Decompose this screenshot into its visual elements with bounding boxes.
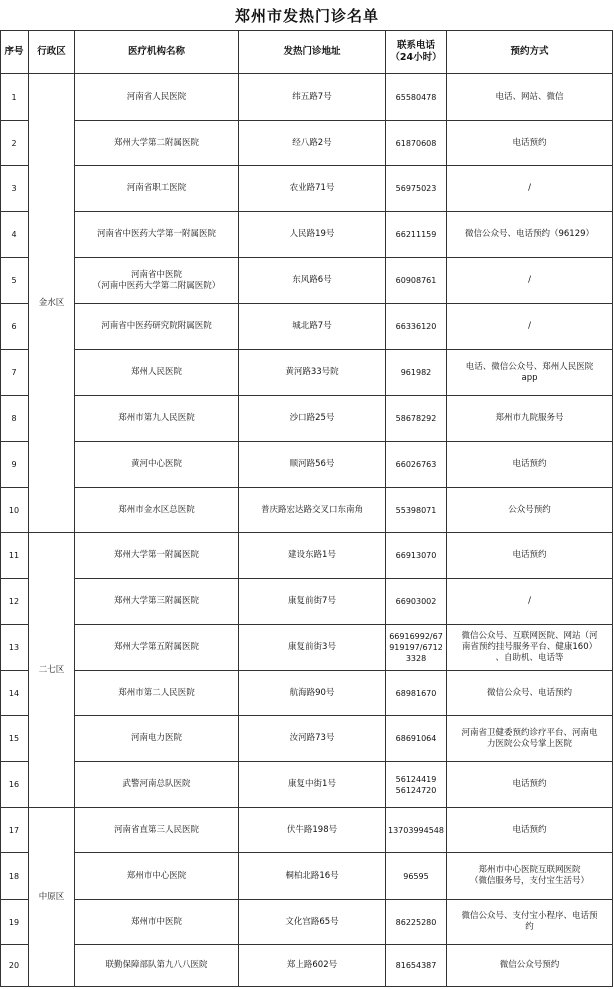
- booking-method: 电话预约: [447, 808, 613, 853]
- header-address: 发热门诊地址: [239, 30, 386, 74]
- phone-number: 66026763: [386, 442, 447, 488]
- booking-method: /: [447, 166, 613, 212]
- booking-method: 郑州市中心医院互联网医院 （微信服务号，支付宝生活号）: [447, 853, 613, 900]
- hospital-name: 河南省职工医院: [75, 166, 239, 212]
- hospital-name: 武警河南总队医院: [75, 762, 239, 808]
- clinic-address: 伏牛路198号: [239, 808, 386, 853]
- booking-method: 电话、微信公众号、郑州人民医院 app: [447, 350, 613, 396]
- row-index: 14: [0, 671, 29, 716]
- clinic-address: 康复前街7号: [239, 579, 386, 625]
- row-index: 3: [0, 166, 29, 212]
- fever-clinic-table: [0, 30, 613, 987]
- booking-method: 电话预约: [447, 533, 613, 579]
- phone-number: 60908761: [386, 258, 447, 304]
- row-index: 9: [0, 442, 29, 488]
- hospital-name: 郑州市中心医院: [75, 853, 239, 900]
- booking-method: 微信公众号、支付宝小程序、电话预 约: [447, 900, 613, 945]
- clinic-address: 康复前街3号: [239, 625, 386, 671]
- clinic-address: 农业路71号: [239, 166, 386, 212]
- clinic-address: 康复中街1号: [239, 762, 386, 808]
- clinic-address: 航海路90号: [239, 671, 386, 716]
- booking-method: /: [447, 258, 613, 304]
- phone-number: 66913070: [386, 533, 447, 579]
- clinic-address: 城北路7号: [239, 304, 386, 350]
- header-phone: 联系电话 （24小时）: [386, 30, 447, 74]
- booking-method: /: [447, 579, 613, 625]
- phone-number: 961982: [386, 350, 447, 396]
- phone-number: 58678292: [386, 396, 447, 442]
- hospital-name: 郑州大学第二附属医院: [75, 121, 239, 166]
- clinic-address: 普庆路宏达路交叉口东南角: [239, 488, 386, 533]
- booking-method: 电话预约: [447, 762, 613, 808]
- hospital-name: 郑州人民医院: [75, 350, 239, 396]
- hospital-name: 河南省中医药大学第一附属医院: [75, 212, 239, 258]
- page-title: 郑州市发热门诊名单: [234, 6, 379, 25]
- phone-number: 86225280: [386, 900, 447, 945]
- header-booking: 预约方式: [447, 30, 613, 74]
- phone-number: 13703994548: [386, 808, 447, 853]
- header-district: 行政区: [29, 30, 75, 74]
- hospital-name: 河南省中医院 （河南中医药大学第二附属医院）: [75, 258, 239, 304]
- booking-method: 微信公众号、电话预约（96129）: [447, 212, 613, 258]
- booking-method: 微信公众号预约: [447, 945, 613, 987]
- district-cell: 二七区: [29, 533, 75, 808]
- hospital-name: 郑州大学第一附属医院: [75, 533, 239, 579]
- row-index: 10: [0, 488, 29, 533]
- booking-method: 电话、网站、微信: [447, 74, 613, 121]
- phone-number: 96595: [386, 853, 447, 900]
- booking-method: 电话预约: [447, 442, 613, 488]
- booking-method: 电话预约: [447, 121, 613, 166]
- clinic-address: 顺河路56号: [239, 442, 386, 488]
- clinic-address: 黄河路33号院: [239, 350, 386, 396]
- clinic-address: 人民路19号: [239, 212, 386, 258]
- phone-number: 55398071: [386, 488, 447, 533]
- header-hospital: 医疗机构名称: [75, 30, 239, 74]
- phone-number: 56124419 56124720: [386, 762, 447, 808]
- row-index: 7: [0, 350, 29, 396]
- hospital-name: 郑州市金水区总医院: [75, 488, 239, 533]
- clinic-address: 东风路6号: [239, 258, 386, 304]
- row-index: 12: [0, 579, 29, 625]
- row-index: 8: [0, 396, 29, 442]
- booking-method: 郑州市九院服务号: [447, 396, 613, 442]
- booking-method: 微信公众号、互联网医院、网站（河 南省预约挂号服务平台、健康160） 、自助机、电话等: [447, 625, 613, 671]
- row-index: 1: [0, 74, 29, 121]
- phone-number: 66903002: [386, 579, 447, 625]
- clinic-address: 经八路2号: [239, 121, 386, 166]
- clinic-address: 建设东路1号: [239, 533, 386, 579]
- booking-method: 微信公众号、电话预约: [447, 671, 613, 716]
- phone-number: 68691064: [386, 716, 447, 762]
- row-index: 5: [0, 258, 29, 304]
- booking-method: /: [447, 304, 613, 350]
- row-index: 19: [0, 900, 29, 945]
- hospital-name: 河南电力医院: [75, 716, 239, 762]
- district-cell: 金水区: [29, 74, 75, 533]
- row-index: 4: [0, 212, 29, 258]
- row-index: 16: [0, 762, 29, 808]
- row-index: 2: [0, 121, 29, 166]
- phone-number: 65580478: [386, 74, 447, 121]
- hospital-name: 河南省人民医院: [75, 74, 239, 121]
- hospital-name: 联勤保障部队第九八八医院: [75, 945, 239, 987]
- clinic-address: 汝河路73号: [239, 716, 386, 762]
- row-index: 13: [0, 625, 29, 671]
- phone-number: 81654387: [386, 945, 447, 987]
- hospital-name: 郑州大学第五附属医院: [75, 625, 239, 671]
- clinic-address: 沙口路25号: [239, 396, 386, 442]
- row-index: 15: [0, 716, 29, 762]
- hospital-name: 河南省直第三人民医院: [75, 808, 239, 853]
- row-index: 20: [0, 945, 29, 987]
- phone-number: 66916992/67 919197/6712 3328: [386, 625, 447, 671]
- clinic-address: 桐柏北路16号: [239, 853, 386, 900]
- clinic-address: 文化宫路65号: [239, 900, 386, 945]
- phone-number: 56975023: [386, 166, 447, 212]
- row-index: 18: [0, 853, 29, 900]
- district-cell: 中原区: [29, 808, 75, 987]
- hospital-name: 河南省中医药研究院附属医院: [75, 304, 239, 350]
- hospital-name: 郑州大学第三附属医院: [75, 579, 239, 625]
- phone-number: 66211159: [386, 212, 447, 258]
- hospital-name: 郑州市第二人民医院: [75, 671, 239, 716]
- row-index: 6: [0, 304, 29, 350]
- phone-number: 61870608: [386, 121, 447, 166]
- hospital-name: 郑州市中医院: [75, 900, 239, 945]
- booking-method: 公众号预约: [447, 488, 613, 533]
- hospital-name: 郑州市第九人民医院: [75, 396, 239, 442]
- hospital-name: 黄河中心医院: [75, 442, 239, 488]
- row-index: 17: [0, 808, 29, 853]
- booking-method: 河南省卫健委预约诊疗平台、河南电 力医院公众号掌上医院: [447, 716, 613, 762]
- phone-number: 66336120: [386, 304, 447, 350]
- clinic-address: 郑上路602号: [239, 945, 386, 987]
- header-index: 序号: [0, 30, 29, 74]
- phone-number: 68981670: [386, 671, 447, 716]
- clinic-address: 纬五路7号: [239, 74, 386, 121]
- row-index: 11: [0, 533, 29, 579]
